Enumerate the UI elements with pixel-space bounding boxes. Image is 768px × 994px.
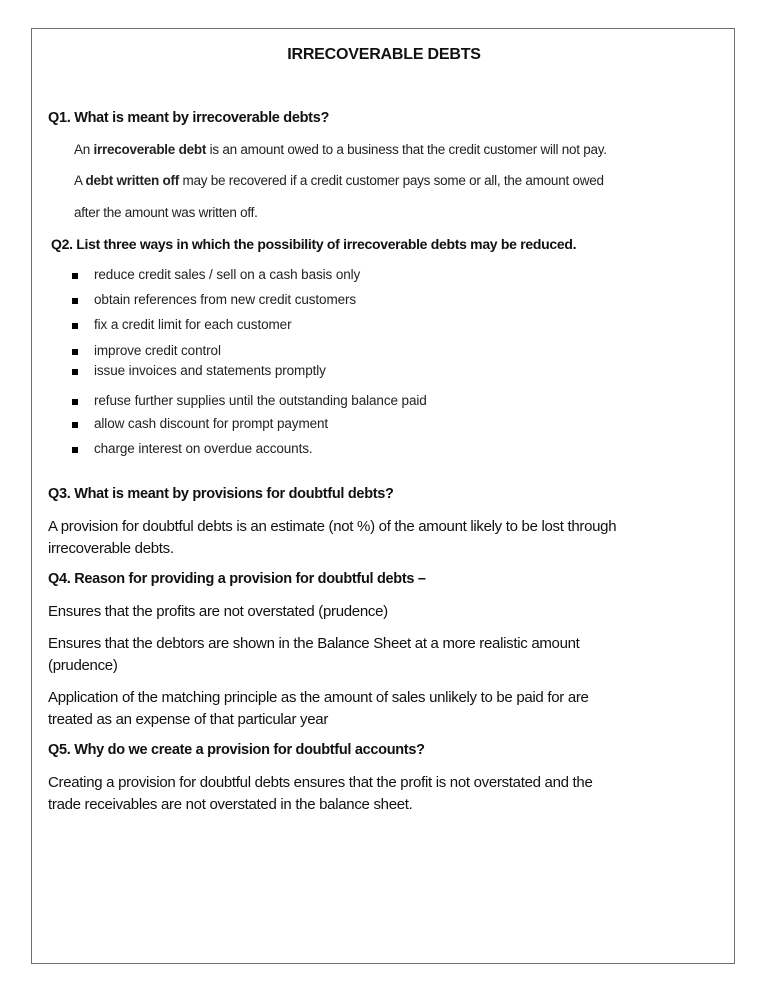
q4-reason-2-line-2: (prudence)	[48, 657, 118, 674]
text: An	[74, 142, 94, 157]
q3-heading: Q3. What is meant by provisions for doubtful debts?	[48, 486, 394, 502]
q1-answer-line-3: after the amount was written off.	[74, 205, 258, 220]
q5-heading: Q5. Why do we create a provision for doubtful accounts?	[48, 742, 425, 758]
text: A	[74, 173, 86, 188]
term-irrecoverable-debt: irrecoverable debt	[93, 142, 207, 157]
list-item-text: refuse further supplies until the outstanding balance paid	[94, 393, 427, 408]
list-item-text: fix a credit limit for each customer	[94, 317, 292, 332]
q4-reason-3-line-2: treated as an expense of that particular year	[48, 711, 329, 728]
list-item-text: improve credit control	[94, 343, 221, 358]
square-bullet-icon	[72, 323, 78, 329]
q4-heading: Q4. Reason for providing a provision for doubtful debts –	[48, 571, 426, 587]
text: is an amount owed to a business that the credit customer will not pay.	[206, 142, 607, 157]
q3-answer-line-2: irrecoverable debts.	[48, 540, 174, 557]
q4-reason-3-line-1: Application of the matching principle as the amount of sales unlikely to be paid for are	[48, 689, 589, 706]
list-item-text: obtain references from new credit customers	[94, 292, 357, 307]
square-bullet-icon	[72, 369, 78, 375]
q5-answer-line-1: Creating a provision for doubtful debts ensures that the profit is not overstated and the	[48, 774, 593, 791]
square-bullet-icon	[72, 273, 78, 279]
q3-answer-line-1: A provision for doubtful debts is an estimate (not %) of the amount likely to be lost through	[48, 518, 617, 535]
text: may be recovered if a credit customer pays some or all, the amount owed	[179, 173, 604, 188]
page-title: IRRECOVERABLE DEBTS	[287, 46, 481, 63]
square-bullet-icon	[72, 399, 78, 405]
square-bullet-icon	[72, 447, 78, 453]
q4-reason-2-line-1: Ensures that the debtors are shown in the Balance Sheet at a more realistic amount	[48, 635, 580, 652]
document-page	[31, 28, 735, 964]
q1-heading: Q1. What is meant by irrecoverable debts?	[48, 110, 330, 126]
q2-heading: Q2. List three ways in which the possibility of irrecoverable debts may be reduced.	[51, 236, 577, 252]
q5-answer-line-2: trade receivables are not overstated in the balance sheet.	[48, 796, 413, 813]
q4-reason-1: Ensures that the profits are not overstated (prudence)	[48, 603, 388, 620]
q1-answer-line-2	[74, 173, 604, 188]
list-item-text: allow cash discount for prompt payment	[94, 416, 329, 431]
square-bullet-icon	[72, 349, 78, 355]
term-debt-written-off: debt written off	[85, 173, 180, 188]
list-item-text: reduce credit sales / sell on a cash basis only	[94, 267, 361, 282]
list-item-text: charge interest on overdue accounts.	[94, 441, 313, 456]
list-item-text: issue invoices and statements promptly	[94, 363, 326, 378]
square-bullet-icon	[72, 422, 78, 428]
q1-answer-line-1	[74, 142, 607, 157]
square-bullet-icon	[72, 298, 78, 304]
